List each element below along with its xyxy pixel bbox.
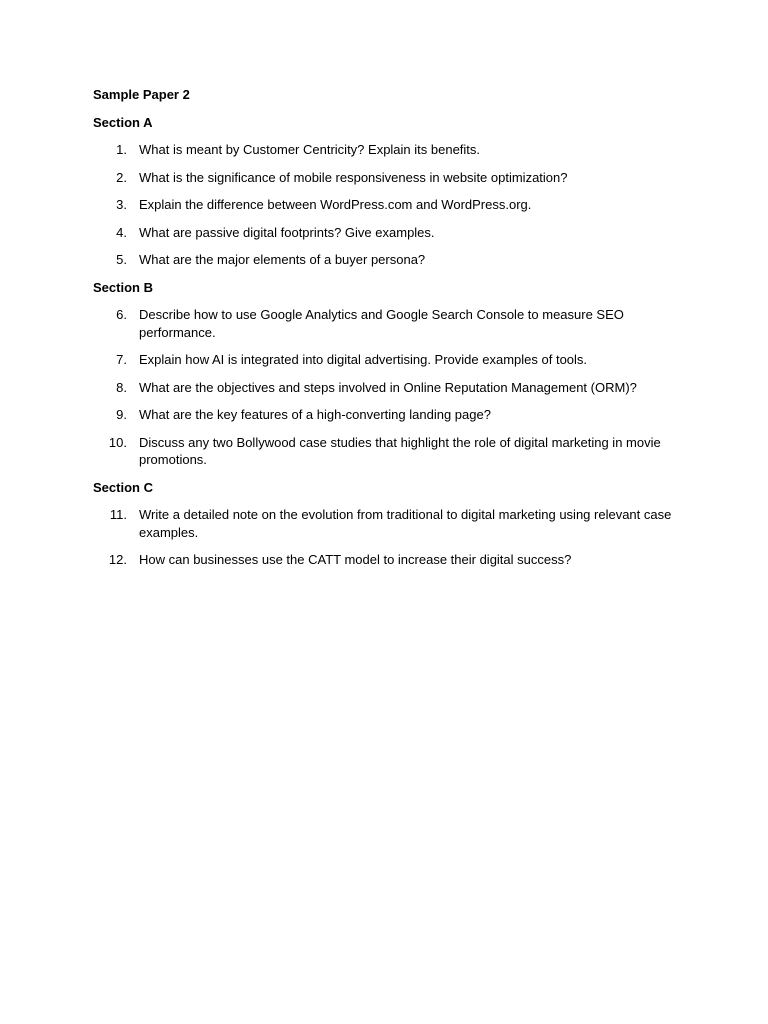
section-c-heading: Section C [93,479,153,495]
section-c-questions [93,506,673,569]
question-number: 11. [109,507,127,522]
question-item [93,406,673,424]
question-text: What is meant by Customer Centricity? Explain its benefits. [139,142,481,157]
question-text: How can businesses use the CATT model to increase their digital success? [139,552,572,567]
question-item [93,224,673,242]
question-number: 1. [116,142,127,157]
question-item [93,169,673,187]
question-text: Write a detailed note on the evolution from traditional to digital marketing using relevant case examples. [139,507,672,540]
question-number: 5. [116,252,127,267]
question-item [93,141,673,159]
question-number: 10. [108,434,127,450]
document-title: Sample Paper 2 [93,87,190,102]
question-item [93,351,673,369]
question-item [93,306,673,341]
question-number: 8. [116,379,127,395]
section-a-questions [93,141,673,269]
question-number: 6. [116,307,127,322]
question-item [93,251,673,269]
question-number: 7. [116,352,127,367]
question-text: What are the major elements of a buyer persona? [139,252,426,267]
document-page [93,86,673,579]
question-text: Discuss any two Bollywood case studies that highlight the role of digital marketing in movie promotions. [139,434,661,467]
section-b-questions [93,306,673,469]
question-text: Describe how to use Google Analytics and Google Search Console to measure SEO performance. [139,307,624,340]
question-number: 2. [116,169,127,185]
question-text: What are passive digital footprints? Give examples. [139,224,435,240]
question-item [93,379,673,397]
question-text: What are the objectives and steps involved in Online Reputation Management (ORM)? [139,379,637,395]
question-text: Explain the difference between WordPress.com and WordPress.org. [139,197,532,212]
question-item [93,196,673,214]
question-text: Explain how AI is integrated into digital advertising. Provide examples of tools. [139,352,588,367]
section-a-heading: Section A [93,114,153,130]
question-item [93,551,673,569]
question-number: 12. [108,552,127,567]
question-text: What are the key features of a high-converting landing page? [139,407,491,422]
section-b-heading: Section B [93,279,153,295]
question-item [93,506,673,541]
question-number: 9. [116,407,127,422]
question-item [93,434,673,469]
question-text: What is the significance of mobile responsiveness in website optimization? [139,169,568,185]
question-number: 3. [116,197,127,212]
question-number: 4. [116,224,127,240]
